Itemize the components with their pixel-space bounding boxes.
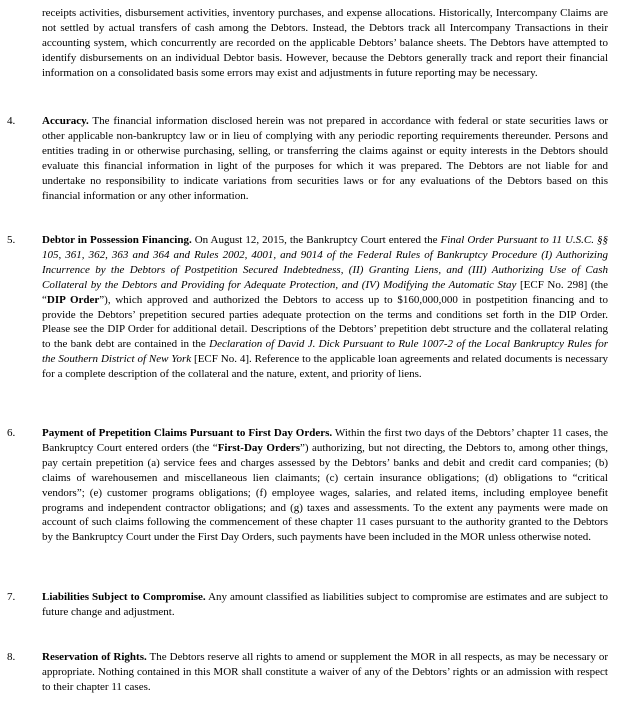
- item-8-text: The Debtors reserve all rights to amend or supplement the MOR in all respects, as may be necessary or appropriate. Nothing contained in this MOR shall constitute a waiver of any of the Debtors’ rights or an admission with respect to their chapter 11 cases.: [42, 651, 609, 693]
- item-4-heading: Accuracy.: [42, 115, 89, 127]
- item-5-declaration-title: Declaration of David J. Dick Pursuant to Rule 1007-2 of the Local Bankruptcy Rules for the Southern District of New York: [42, 338, 608, 366]
- item-6-text-1: Within the first two days of the Debtors’ chapter 11 cases, the Bankruptcy Court entered orders (the “: [42, 427, 608, 454]
- item-5-text-4: [ECF No. 4]. Reference to the applicable loan agreements and related documents is necessary for a complete description of the collateral and the nature, extent, and priority of liens.: [42, 353, 608, 381]
- item-7-number: 7.: [7, 591, 16, 603]
- item-5-text-2: [ECF No. 298] (the “: [42, 278, 609, 306]
- item-6-text-2: ”) authorizing, but not directing, the Debtors to, among other things, pay certain prepetition (a) service fees and charges assessed by the Debtors’ banks and debit and credit card companies; (b) claims of warehousemen and miscellaneous lien claimants; (c) certain insurance obligations; (d) obligations to “critical vendors”; (e) customer programs obligations; (f) employee wages, salaries, and related items, including employee benefit programs and independent contractor obligations; and (g) taxes and assessments. To the extent any payments were made on account of such claims following the commencement of these chapter 11 cases pursuant to the authority granted to the Debtors by the Bankruptcy Court under the First Day Orders, such payments have been included in the MOR unless otherwise noted.: [42, 441, 609, 544]
- intro-paragraph: receipts activities, disbursement activities, inventory purchases, and expense allocations. Historically, Intercompany Claims are not settled by actual transfers of cash among the Debtors. Instead, the Debtors track all Intercompany Transactions in their accounting system, which concurrently are recorded on the applicable Debtors’ balance sheets. The Debtors have attempted to identify disbursements on an individual Debtor basis. However, because the Debtors generally track and report their financial information on a consolidated basis some errors may exist and adjustments in future reporting may be necessary.: [42, 7, 608, 79]
- item-4-paragraph: [42, 114, 608, 203]
- item-8-heading: Reservation of Rights.: [42, 651, 147, 663]
- item-5-number: 5.: [7, 234, 16, 246]
- item-8-paragraph: [42, 650, 608, 695]
- item-6-heading: Payment of Prepetition Claims Pursuant to First Day Orders.: [42, 427, 333, 439]
- item-7-heading: Liabilities Subject to Compromise.: [42, 591, 206, 603]
- item-4-number: 4.: [7, 115, 16, 127]
- item-5-heading: Debtor in Possession Financing.: [42, 234, 192, 246]
- item-4-text: The financial information disclosed herein was not prepared in accordance with federal or state securities laws or other applicable non-bankruptcy law or in lieu of complying with any periodic reporting requirements thereunder. Persons and entities trading in or otherwise purchasing, selling, or transferring the claims against or equity interests in the Debtors should evaluate this financial information in light of the purposes for which it was prepared. The Debtors are not liable for and undertake no responsibility to indicate variations from securities laws or for any evaluations of the Debtors based on this financial information or any other information.: [42, 115, 608, 202]
- item-6-first-day-orders-term: First-Day Orders: [217, 441, 300, 454]
- item-8-number: 8.: [7, 651, 16, 663]
- item-7-text: Any amount classified as liabilities subject to compromise are estimates and are subject to future change and adjustment.: [42, 591, 608, 618]
- item-5-final-order-title: Final Order Pursuant to 11 U.S.C. §§ 105, 361, 362, 363 and 364 and Rules 2002, 4001, and 9014 of the Federal Rules of Bankruptcy Procedure (I) Authorizing Incurrence by the Debtors of Postpetition Secured Indebtedness, (II) Granting Liens, and (III) Authorizing Use of Cash Collateral by the Debtors and Providing for Adequate Protection, and (IV) Modifying the Automatic Stay: [42, 234, 608, 291]
- item-5-text-3: ”), which approved and authorized the Debtors to access up to $160,000,000 in postpetition financing and to provide the Debtors’ prepetition secured parties adequate protection on the terms and conditions set forth in the DIP Order. Please see the DIP Order for additional detail. Descriptions of the Debtors’ prepetition debt structure and the collateral relating to the bank debt are contained in the: [42, 293, 608, 351]
- item-5-dip-order-term: DIP Order: [46, 293, 100, 306]
- item-5-paragraph: [42, 233, 608, 382]
- item-7-paragraph: [42, 590, 608, 620]
- item-6-number: 6.: [7, 427, 16, 439]
- item-5-text-1: On August 12, 2015, the Bankruptcy Court entered the: [191, 234, 441, 246]
- item-6-paragraph: [42, 426, 608, 545]
